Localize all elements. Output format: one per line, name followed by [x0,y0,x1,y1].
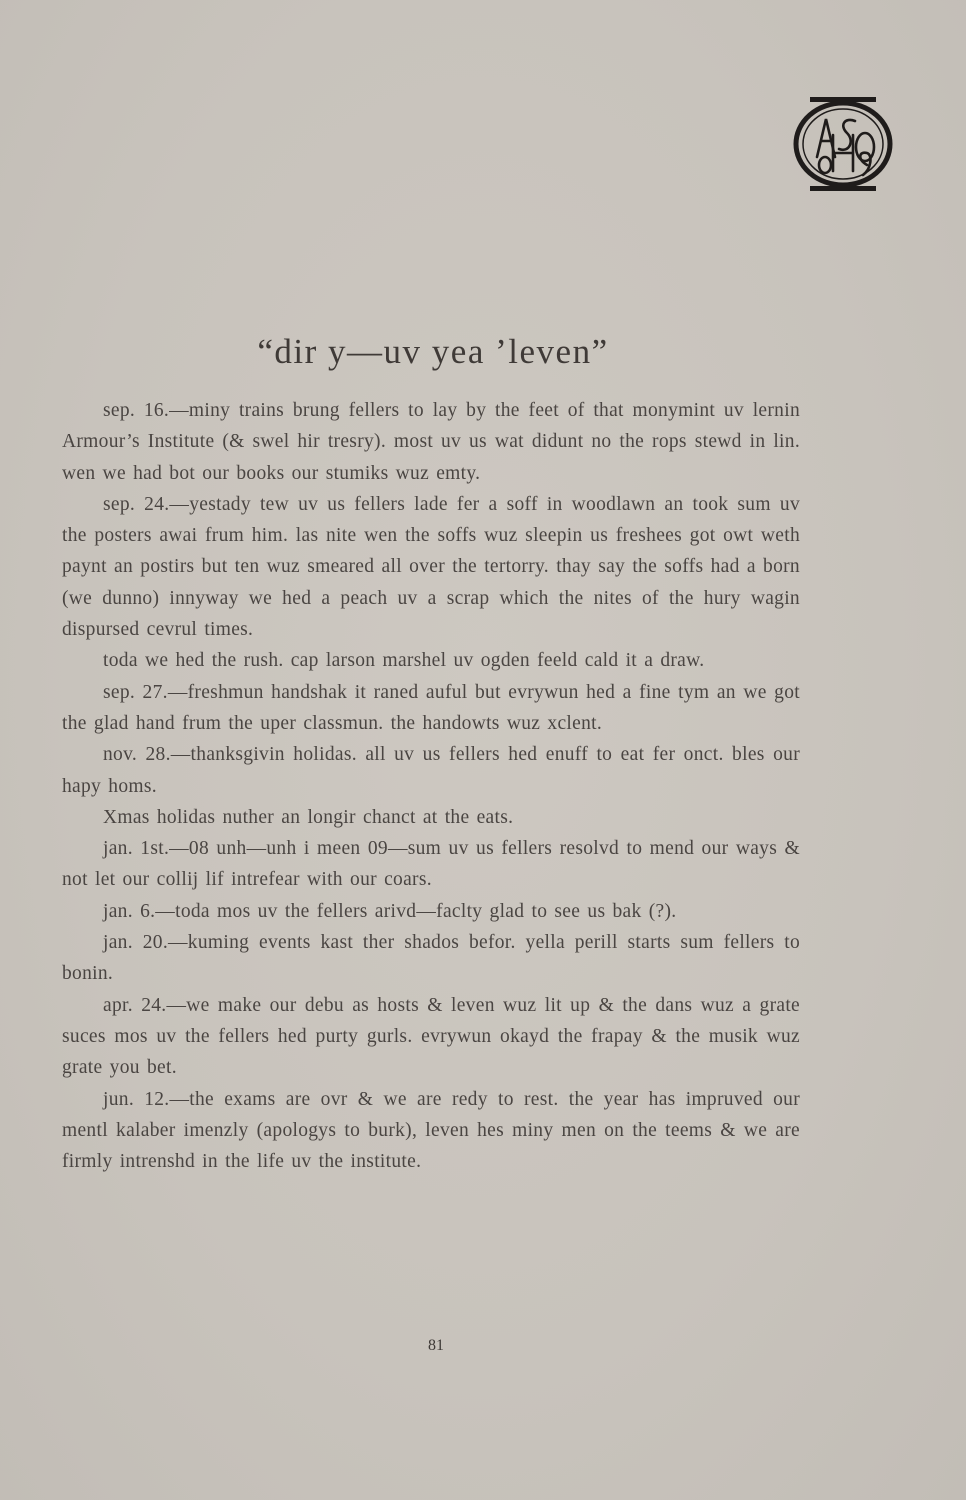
diary-entry: sep. 27.—freshmun handshak it raned auful but evrywun hed a fine tym an we got the glad hand frum the uper classmun. the handowts wuz xclent. [62,681,800,734]
diary-entry: sep. 24.—yestady tew uv us fellers lade fer a soff in woodlawn an took sum uv the posters awai frum him. las nite wen the soffs wuz sleepin us freshees got owt weth paynt an postirs but ten wuz smeared all over the tertorry. thay say the soffs had a born (we dunno) innyway we hed a peach uv a scrap which the nites of the hury wagin dispursed cevrul times. [62,493,800,641]
diary-entry: jun. 12.—the exams are ovr & we are redy to rest. the year has impruved our mentl kalaber imenzly (apologys to burk), leven hes miny men on the teems & we are firmly intrenshd in the life uv the institute. [62,1088,800,1173]
diary-entry: jan. 20.—kuming events kast ther shados befor. yella perill starts sum fellers to bonin. [62,932,800,985]
diary-entry: toda we hed the rush. cap larson marshel uv ogden feeld cald it a draw. [103,650,705,672]
diary-entry: apr. 24.—we make our debu as hosts & leven wuz lit up & the dans wuz a grate suces mos uv the fellers hed purty gurls. evrywun okayd the frapay & the musik wuz grate you bet. [62,994,800,1079]
page-title: “dir y—uv yea ’leven” [257,332,609,371]
diary-entry: jan. 6.—toda mos uv the fellers arivd—faclty glad to see us bak (?). [103,900,677,922]
diary-body [62,395,800,1177]
diary-entry: jan. 1st.—08 unh—unh i meen 09—sum uv us fellers resolvd to mend our ways & not let our collij lif intrefear with our coars. [62,838,800,891]
diary-entry: sep. 16.—miny trains brung fellers to lay by the feet of that monymint uv lernin Armour’s Institute (& swel hir tresry). most uv us wat didunt no the rops stewd in lin. wen we had bot our books our stumiks wuz emty. [62,400,800,484]
diary-entry: Xmas holidas nuther an longir chanct at the eats. [103,806,514,828]
page-number: 81 [428,1337,444,1354]
diary-entry: nov. 28.—thanksgivin holidas. all uv us fellers hed enuff to eat fer onct. bles our hapy homs. [62,744,800,797]
class-monogram-emblem [793,95,893,193]
